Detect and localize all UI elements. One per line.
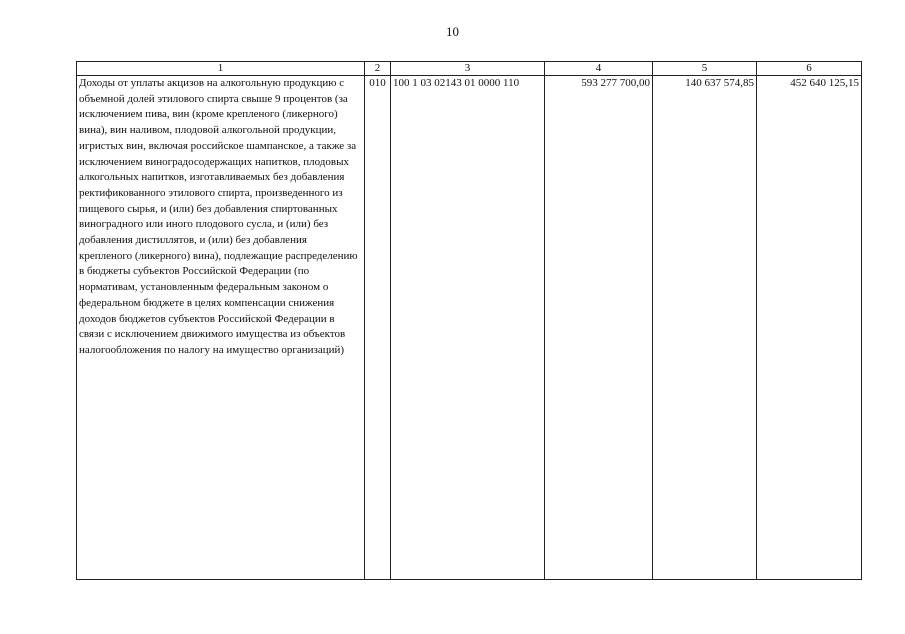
revenue-table: [76, 61, 862, 580]
column-header-5: 5: [653, 62, 757, 76]
row-line-code: 010: [365, 76, 391, 580]
column-header-6: 6: [757, 62, 862, 76]
table-row: [77, 76, 862, 580]
table-header-row: [77, 62, 862, 76]
row-value-col6: 452 640 125,15: [757, 76, 862, 580]
row-value-col4: 593 277 700,00: [545, 76, 653, 580]
column-header-4: 4: [545, 62, 653, 76]
row-description: Доходы от уплаты акцизов на алкогольную продукцию с объемной долей этилового спирта свыше 9 процентов (за исключением пива, вин (кроме крепленого (ликерного) вина), вин наливом, плодовой алкогольной продукции, игристых вин, включая российское шампанское, а также за исключением виноградосодержащих напитков, плодовых алкогольных напитков, изготавливаемых без добавления ректификованного этилового спирта, произведенного из пищевого сырья, и (или) без добавления спиртованных виноградного или иного плодового сусла, и (или) без добавления дистиллятов, и (или) без добавления крепленого (ликерного) вина), подлежащие распределению в бюджеты субъектов Российской Федерации (по нормативам, установленным федеральным законом о федеральном бюджете в целях компенсации снижения доходов бюджетов субъектов Российской Федерации в связи с исключением движимого имущества из объектов налогообложения по налогу на имущество организаций): [79, 77, 358, 356]
column-header-1: 1: [77, 62, 365, 76]
row-value-col5: 140 637 574,85: [653, 76, 757, 580]
column-header-3: 3: [391, 62, 545, 76]
row-description-cell: [77, 76, 365, 580]
page-number: 10: [446, 24, 459, 39]
row-income-code: 100 1 03 02143 01 0000 110: [391, 76, 545, 580]
column-header-2: 2: [365, 62, 391, 76]
